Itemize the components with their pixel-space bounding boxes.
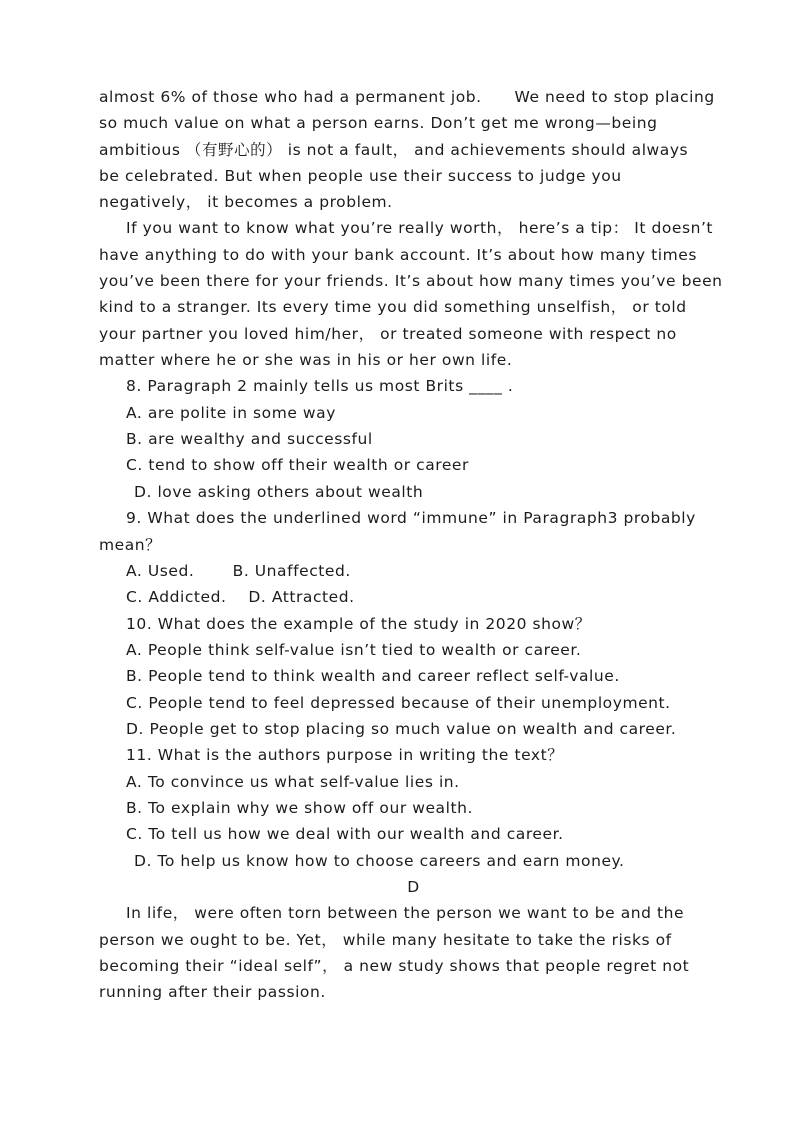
- question-8-option-c: C. tend to show off their wealth or career: [126, 456, 469, 474]
- question-10-option-b: B. People tend to think wealth and career reflect self-value.: [126, 667, 620, 685]
- text-line: almost 6% of those who had a permanent job. We need to stop placing: [99, 88, 715, 106]
- question-10-option-c: C. People tend to feel depressed because of their unemployment.: [126, 694, 671, 712]
- question-11-option-a: A. To convince us what self-value lies in.: [126, 773, 460, 791]
- question-9-stem: 9. What does the underlined word “immune” in Paragraph3 probably: [126, 509, 696, 527]
- question-8-option-d: D. love asking others about wealth: [134, 483, 424, 501]
- question-10-stem: 10. What does the example of the study in 2020 show？: [126, 615, 591, 633]
- question-10-option-a: A. People think self-value isn’t tied to wealth or career.: [126, 641, 582, 659]
- text-line: In life， were often torn between the person we want to be and the: [126, 904, 685, 922]
- text-line: your partner you loved him/her， or treated someone with respect no: [99, 325, 677, 343]
- text-line: be celebrated. But when people use their success to judge you: [99, 167, 622, 185]
- text-line: kind to a stranger. Its every time you did something unselfish， or told: [99, 298, 687, 316]
- question-11-option-d: D. To help us know how to choose careers and earn money.: [134, 852, 625, 870]
- question-9-stem-cont: mean？: [99, 536, 162, 554]
- text-line: becoming their “ideal self”， a new study shows that people regret not: [99, 957, 690, 975]
- question-11-option-c: C. To tell us how we deal with our wealth and career.: [126, 825, 564, 843]
- section-d-heading: D: [407, 878, 420, 896]
- text-line: ambitious （有野心的） is not a fault， and achievements should always: [99, 141, 689, 159]
- question-8-stem: 8. Paragraph 2 mainly tells us most Brits ____ .: [126, 377, 514, 395]
- question-9-options-ab: A. Used. B. Unaffected.: [126, 562, 351, 580]
- question-10-option-d: D. People get to stop placing so much value on wealth and career.: [126, 720, 677, 738]
- text-line: matter where he or she was in his or her own life.: [99, 351, 513, 369]
- question-9-options-cd: C. Addicted. D. Attracted.: [126, 588, 355, 606]
- text-line: negatively， it becomes a problem.: [99, 193, 393, 211]
- question-11-option-b: B. To explain why we show off our wealth.: [126, 799, 473, 817]
- text-line: If you want to know what you’re really worth， here’s a tip： It doesn’t: [126, 219, 714, 237]
- text-line: have anything to do with your bank account. It’s about how many times: [99, 246, 697, 264]
- question-8-option-b: B. are wealthy and successful: [126, 430, 373, 448]
- question-8-option-a: A. are polite in some way: [126, 404, 336, 422]
- text-line: person we ought to be. Yet， while many hesitate to take the risks of: [99, 931, 672, 949]
- text-line: you’ve been there for your friends. It’s about how many times you’ve been: [99, 272, 723, 290]
- text-line: running after their passion.: [99, 983, 326, 1001]
- text-line: so much value on what a person earns. Don’t get me wrong—being: [99, 114, 658, 132]
- question-11-stem: 11. What is the authors purpose in writing the text？: [126, 746, 564, 764]
